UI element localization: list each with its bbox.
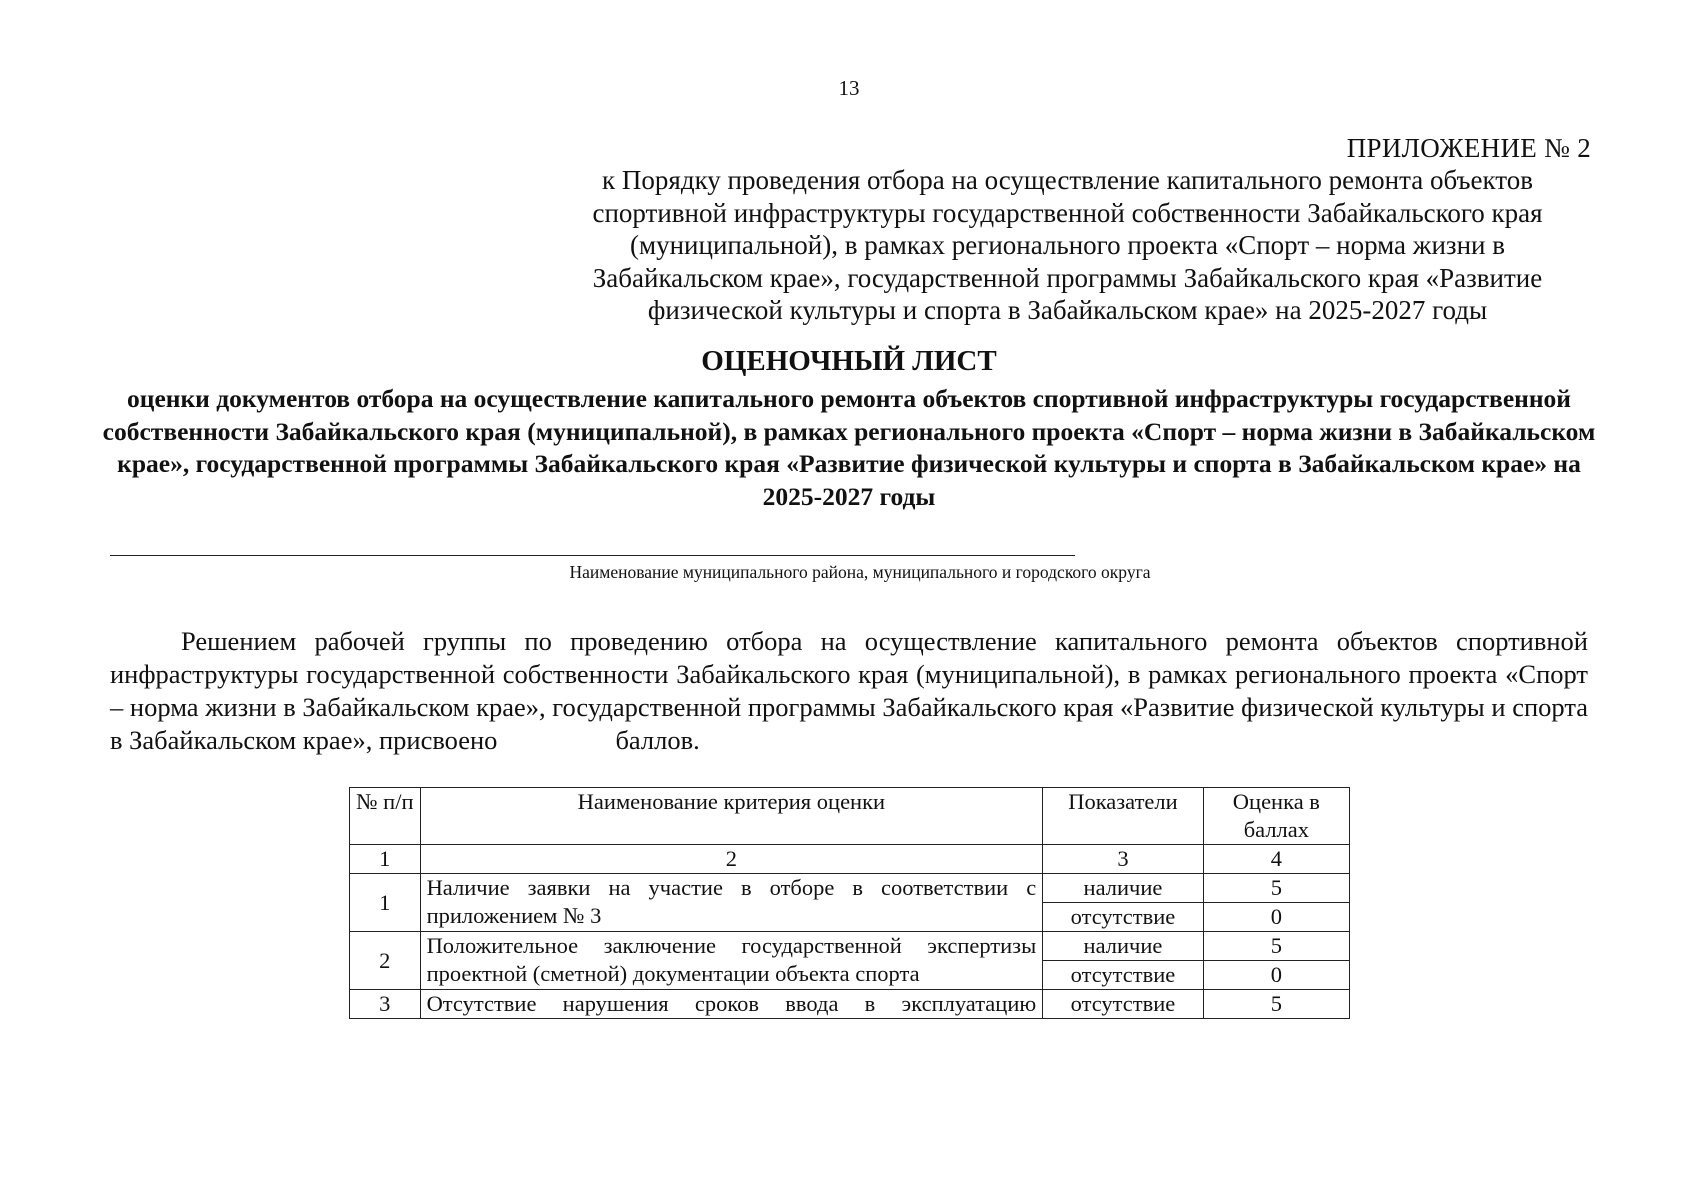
column-index: 2 (420, 845, 1043, 874)
row-number: 3 (350, 990, 421, 1019)
criterion-text: Положительное заключение государственной экспертизы проектной (сметной) документации объекта спорта (426, 933, 1037, 986)
decision-text: Решением рабочей группы по проведению отбора на осуществление капитального ремонта объектов спортивной инфраструктуры государственной собственности Забайкальского края (муниципальной), в рамках регионального проекта «Спорт – норма жизни в Забайкальском крае», государственной программы Забайкальского края «Развитие физической культуры и спорта в Забайкальском крае», присвоено (110, 626, 1588, 755)
header-score: Оценка в баллах (1203, 788, 1349, 845)
decision-text-end: баллов. (615, 725, 700, 755)
header-number: № п/п (350, 788, 421, 845)
criterion-name (420, 990, 1043, 1019)
score-cell: 5 (1203, 932, 1349, 961)
decision-paragraph (110, 625, 1588, 757)
score-cell: 0 (1203, 961, 1349, 990)
criteria-table (349, 787, 1350, 1019)
indicator-cell: отсутствие (1043, 903, 1204, 932)
criterion-name (420, 932, 1043, 990)
criterion-text: Отсутствие нарушения сроков ввода в эксплуатацию (426, 991, 1037, 1016)
score-cell: 0 (1203, 903, 1349, 932)
column-index: 3 (1043, 845, 1204, 874)
indicator-cell: наличие (1043, 932, 1204, 961)
table-row (350, 932, 1350, 961)
page-number: 13 (838, 76, 860, 100)
document-title: ОЦЕНОЧНЫЙ ЛИСТ (701, 345, 997, 377)
municipality-blank-caption: Наименование муниципального района, муниципального и городского округа (569, 562, 1151, 582)
indicator-cell: наличие (1043, 874, 1204, 903)
table-header-row (350, 788, 1350, 845)
document-subtitle: оценки документов отбора на осуществление капитального ремонта объектов спортивной инфраструктуры государственной собственности Забайкальского края (муниципальной), в рамках регионального проекта «Спорт – норма жизни в Забайкальском крае», государственной программы Забайкальского края «Развитие физической культуры и спорта в Забайкальском крае» на 2025-2027 годы (102, 384, 1596, 511)
header-criterion: Наименование критерия оценки (420, 788, 1043, 845)
criterion-name (420, 874, 1043, 932)
table-row (350, 990, 1350, 1019)
indicator-cell: отсутствие (1043, 961, 1204, 990)
table-row (350, 874, 1350, 903)
indicator-cell: отсутствие (1043, 990, 1204, 1019)
header-indicators: Показатели (1043, 788, 1204, 845)
column-index-row (350, 845, 1350, 874)
row-number: 1 (350, 874, 421, 932)
appendix-title: ПРИЛОЖЕНИЕ № 2 (1346, 133, 1591, 163)
row-number: 2 (350, 932, 421, 990)
score-cell: 5 (1203, 990, 1349, 1019)
column-index: 1 (350, 845, 421, 874)
score-cell: 5 (1203, 874, 1349, 903)
municipality-blank-line (110, 555, 1075, 556)
criterion-text: Наличие заявки на участие в отборе в соответствии с приложением № 3 (426, 875, 1037, 928)
appendix-subtitle: к Порядку проведения отбора на осуществление капитального ремонта объектов спортивной инфраструктуры государственной собственности Забайкальского края (муниципальной), в рамках регионального проекта «Спорт – норма жизни в Забайкальском крае», государственной программы Забайкальского края «Развитие физической культуры и спорта в Забайкальском крае» на 2025-2027 годы (592, 165, 1543, 325)
column-index: 4 (1203, 845, 1349, 874)
